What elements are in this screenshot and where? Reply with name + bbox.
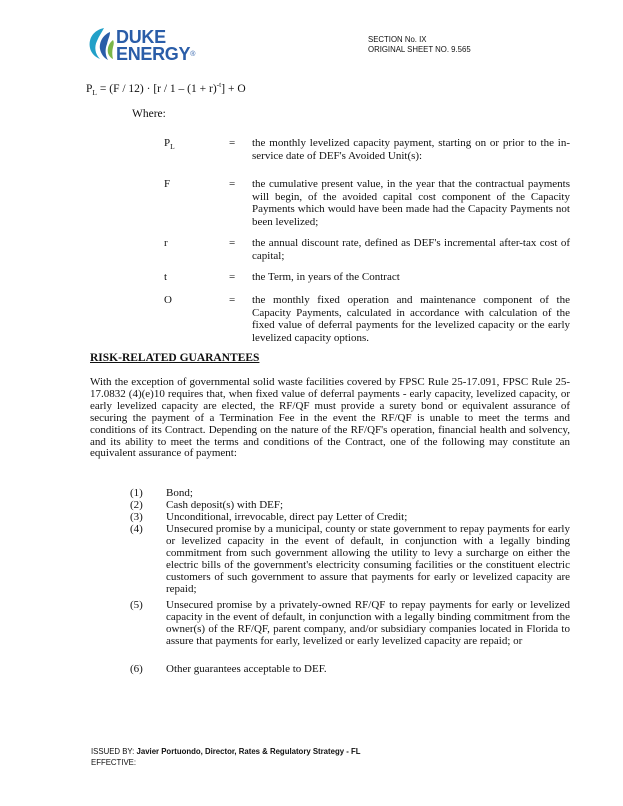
- duke-energy-logo: [86, 26, 206, 70]
- definition-text: the annual discount rate, defined as DEF's incremental after-tax cost of capital;: [252, 237, 570, 262]
- definition-equals: =: [229, 271, 236, 283]
- logo-line2: ENERGY®: [116, 44, 196, 64]
- list-item-text: Unsecured promise by a privately-owned RF/QF to repay payments for early or levelized capacity in the event of default, in conjunction with a legally binding commitment from the owner(s) of the RF/QF, parent company, and/or subsidiary companies located in Florida to assure that payments for early, levelized or early levelized capacity are repaid; or: [166, 599, 570, 647]
- formula-exponent: -t: [216, 80, 222, 89]
- levelized-payment-formula: [86, 78, 246, 100]
- section-number: SECTION No. IX: [368, 35, 427, 44]
- registered-mark: ®: [190, 51, 196, 58]
- sheet-info: [368, 35, 471, 55]
- logo-wordmark: [116, 29, 195, 63]
- logo-line1: DUKE: [116, 27, 166, 47]
- risk-guarantees-heading: RISK-RELATED GUARANTEES: [90, 352, 260, 364]
- sheet-number: ORIGINAL SHEET NO. 9.565: [368, 45, 471, 54]
- definition-text: the Term, in years of the Contract: [252, 271, 400, 283]
- definition-equals: =: [229, 237, 236, 249]
- issued-by-line: [91, 747, 361, 758]
- list-item-text: Other guarantees acceptable to DEF.: [166, 663, 327, 675]
- list-item-number: (5): [130, 599, 143, 611]
- list-item-number: (1): [130, 487, 143, 499]
- definition-text: the monthly fixed operation and maintenance component of the Capacity Payments, calculated in accordance with calculation of the fixed value of deferral payments for the levelized capacity or the early levelized capacity options.: [252, 294, 570, 344]
- list-item-text: Cash deposit(s) with DEF;: [166, 499, 284, 511]
- list-item-number: (4): [130, 523, 143, 535]
- where-label: Where:: [132, 108, 166, 120]
- list-item-text: Unconditional, irrevocable, direct pay Letter of Credit;: [166, 511, 408, 523]
- list-item-number: (2): [130, 499, 143, 511]
- list-item-text: Unsecured promise by a municipal, county or state government to repay payments for early or levelized capacity in the event of default, in conjunction with a legally binding commitment from such government allowing the utility to levy a surcharge on either the electric bills of the government's electricity consuming facilities or the constituent electric customers of such government to assure that payments for early or levelized capacity are repaid;: [166, 523, 570, 595]
- list-item-number: (3): [130, 511, 143, 523]
- formula-lead: P: [86, 82, 93, 95]
- definition-symbol: r: [164, 237, 168, 249]
- formula-body: = (F / 12) · [r / 1 – (1 + r): [97, 82, 217, 95]
- duke-energy-logo-icon: [86, 26, 116, 62]
- definition-symbol: F: [164, 178, 171, 190]
- formula-tail: ] + O: [221, 82, 246, 95]
- definition-symbol: $P_L$: [164, 137, 175, 152]
- definition-equals: =: [229, 178, 236, 190]
- page-footer: [91, 747, 361, 768]
- definition-text: the monthly levelized capacity payment, starting on or prior to the in-service date of DEF's Avoided Unit(s):: [252, 137, 570, 162]
- definition-text: the cumulative present value, in the year that the contractual payments will begin, of the avoided capital cost component of the Capacity Payments which would have been made had the Capacity Payments not been levelized;: [252, 178, 570, 228]
- list-item-number: (6): [130, 663, 143, 675]
- definition-equals: =: [229, 294, 236, 306]
- definition-symbol: t: [164, 271, 168, 283]
- effective-label: EFFECTIVE:: [91, 757, 137, 767]
- definition-equals: =: [229, 137, 236, 149]
- list-item-text: Bond;: [166, 487, 193, 499]
- issued-by-label: ISSUED BY:: [91, 747, 135, 756]
- issued-by-name: Javier Portuondo, Director, Rates & Regulatory Strategy - FL: [136, 747, 361, 756]
- definition-symbol: O: [164, 294, 172, 306]
- risk-guarantees-paragraph: With the exception of governmental solid waste facilities covered by FPSC Rule 25-17.091, FPSC Rule 25-17.0832 (4)(e)10 requires that, when fixed value of deferral payments - early capacity, levelized capacity, or early levelized capacity are elected, the RF/QF must provide a surety bond or equivalent assurance of securing the payment of a Termination Fee in the event the RF/QF is unable to meet the terms and conditions of its Contract. Depending on the nature of the RF/QF's operation, financial health and solvency, and its ability to meet the terms and conditions of the Contract, one of the following may constitute an equivalent assurance of payment:: [90, 376, 570, 460]
- formula-lead-sub: L: [92, 88, 97, 98]
